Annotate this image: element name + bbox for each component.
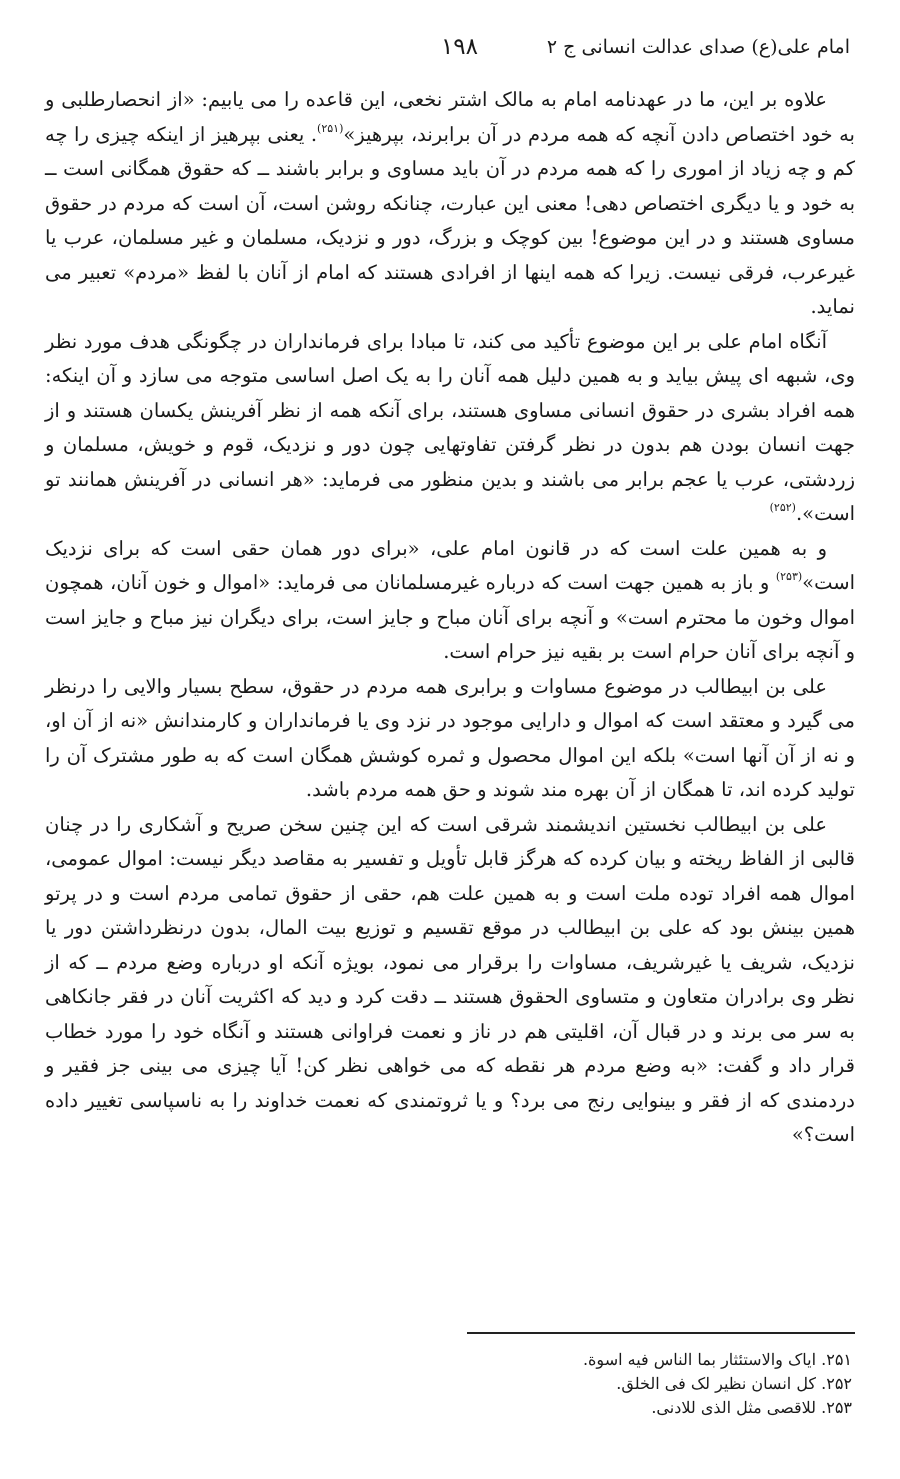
footnotes: [432, 1348, 852, 1420]
footnote-253: ۲۵۳. للاقصی مثل الذی للادنی.: [651, 1398, 852, 1417]
paragraph-3: [45, 532, 855, 670]
page-header: [50, 36, 850, 68]
paragraph-1: [45, 83, 855, 325]
running-title: امام علی(ع) صدای عدالت انسانی ج ۲: [546, 36, 850, 58]
paragraph-3-text-b: و باز به همین جهت است که درباره غیرمسلمانان می فرماید: «اموال و خون آنان، همچون اموال وخون ما محترم است» و آنچه برای آنان مباح و جایز است، برای دیگران نیز مباح و جایز است و آنچه برای آنان حرام است بر بقیه نیز حرام است.: [45, 571, 855, 663]
paragraph-4: علی بن ابیطالب در موضوع مساوات و برابری همه مردم در حقوق، سطح بسیار والایی را درنظر می گیرد و معتقد است که اموال و دارایی موجود در نزد وی یا فرمانداران و کارمندانش «نه از آن او، و نه از آن آنها است» بلکه این اموال محصول و ثمره کوشش همگان است که به طور مشترک آن را تولید کرده اند، تا همگان از آن بهره مند شوند و حق همه مردم باشد.: [45, 674, 855, 801]
footnote-ref-253: (۲۵۳): [775, 570, 803, 583]
paragraph-3-text-a: و به همین علت است که در قانون امام علی، «برای دور همان حقی است که برای نزدیک است»: [45, 536, 855, 594]
body-text: [45, 83, 855, 1153]
footnote-251: ۲۵۱. ایاک والاستئثار بما الناس فیه اسوة.: [582, 1350, 852, 1369]
paragraph-1-text-b: . یعنی بپرهیز از اینکه چیزی را چه کم و چه زیاد از اموری را که همه مردم در آن باید مساوی و برابر باشند ــ که حقوق همگانی است ــ به خود و یا دیگری اختصاص دهی! معنی این عبارت، چنانکه روشن است، آن است که مردم در حقوق مساوی هستند و در این موضوع! بین کوچک و بزرگ، دور و نزدیک، مسلمان و غیر مسلمان، عرب یا غیرعرب، فرقی نیست. زیرا که همه اینها از افرادی هستند که امام از آنان با لفظ «مردم» تعبیر می نماید.: [45, 122, 855, 318]
paragraph-2: [45, 325, 855, 532]
paragraph-5: علی بن ابیطالب نخستین اندیشمند شرقی است که این چنین سخن صریح و آشکاری را در چنان قالبی از الفاظ ریخته و بیان کرده که هرگز قابل تأویل و تفسیر به مقاصد دیگر نیست: اموال عمومی، اموال همه افراد توده ملت است و به همین علت هم، حقی از حقوق تمامی مردم است و در پرتو همین بینش بود که علی بن ابیطالب در موقع تقسیم و توزیع بیت المال، بدون درنظرداشتن دور یا نزدیک، شریف یا غیرشریف، مساوات را برقرار می نمود، بویژه آنکه او درباره وضع مردم ــ که از نظر وی برادران متعاون و متساوی الحقوق هستند ــ دقت کرد و دید که اکثریت آنان در فقر جانکاهی به سر می برند و در قبال آن، اقلیتی هم در ناز و نعمت فراوانی هستند و آنگاه خود را مورد خطاب قرار داد و گفت: «به وضع مردم هر نقطه که می خواهی نظر کن! آیا چیزی می بینی جز فقیر و دردمندی که از فقر و بینوایی رنج می برد؟ و یا ثروتمندی که نعمت خداوند را به ناسپاسی تغییر داده است؟»: [45, 812, 855, 1146]
footnote-ref-251: (۲۵۱): [317, 121, 344, 135]
paragraph-1-text-a: علاوه بر این، ما در عهدنامه امام به مالک اشتر نخعی، این قاعده را می یابیم: «از انحصارطلبی و به خود اختصاص دادن آنچه که همه مردم در آن برابرند، بپرهیز»: [45, 88, 855, 146]
page-number: ۱۹۸: [440, 34, 478, 60]
footnote-252: ۲۵۲. کل انسان نظیر لک فی الخلق.: [616, 1374, 852, 1393]
footnote-separator: [467, 1332, 855, 1334]
paragraph-2-text: آنگاه امام علی بر این موضوع تأکید می کند، تا مبادا برای فرمانداران در چگونگی هدف مورد نظر وی، شبهه ای پیش بیاید و به همین دلیل همه آنان را به یک اصل اساسی متوجه می سازد و آن اینکه: همه افراد بشری در حقوق انسانی مساوی هستند، برای آنکه همه از نظر آفرینش یکسان هستند و از جهت انسان بودن هم بدون در نظر گرفتن تفاوتهایی چون دور و نزدیک، قوم و خویش، مسلمان و زردشتی، عرب یا عجم برابر می باشند و بدین منظور می فرماید: «هر انسانی در آفرینش همانند تو است».: [45, 329, 855, 525]
footnote-ref-252: (۲۵۲): [769, 501, 796, 514]
